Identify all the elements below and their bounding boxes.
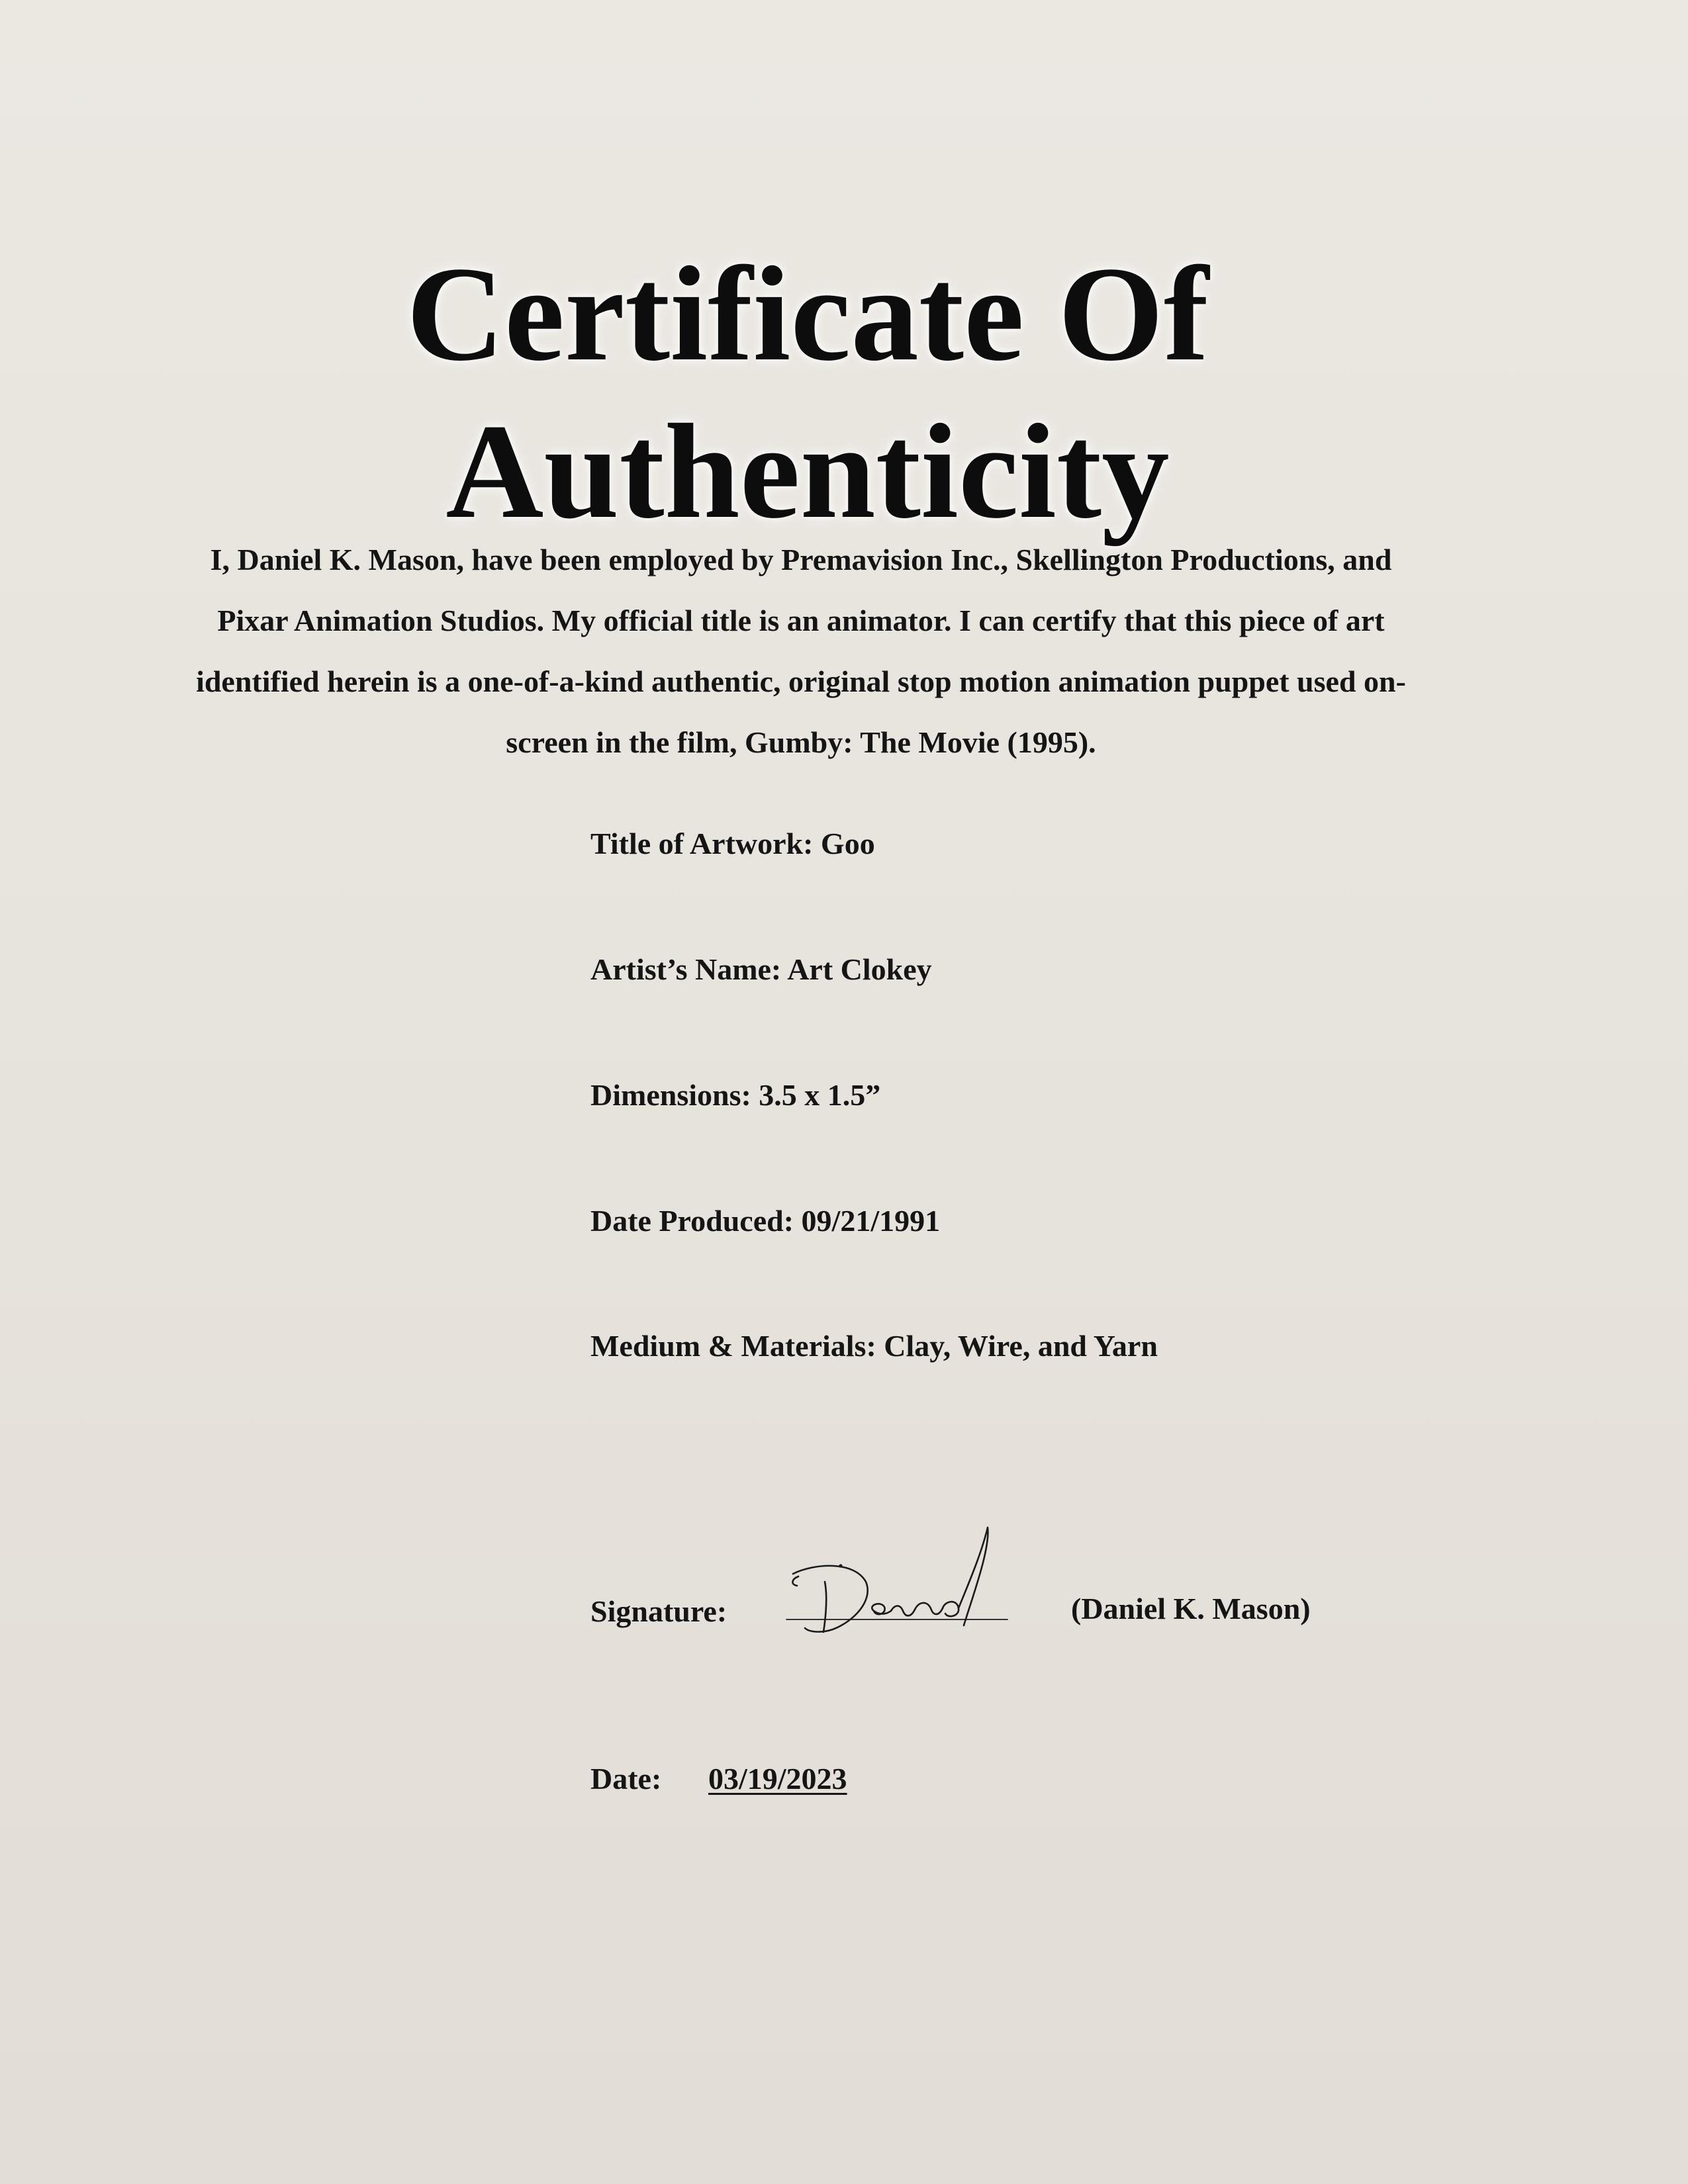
signature-label: Signature: xyxy=(590,1594,727,1628)
field-dimensions: Dimensions: 3.5 x 1.5” xyxy=(590,1078,881,1112)
certification-statement: I, Daniel K. Mason, have been employed by Premavision Inc., Skellington Productions, and Pixar Animation Studios. My official title is an animator. I can certify that this piece of art identified herein is a one-of-a-kind authentic, original stop motion animation puppet used on-screen in the film, Gumby: The Movie (1995). xyxy=(196,543,1406,759)
field-title-of-artwork: Title of Artwork: Goo xyxy=(590,827,875,860)
signatory-name: (Daniel K. Mason) xyxy=(1071,1592,1311,1625)
certificate-title-line-2: Authenticity xyxy=(445,396,1170,547)
signed-date: 03/19/2023 xyxy=(708,1762,847,1796)
field-artist-name: Artist’s Name: Art Clokey xyxy=(590,952,932,986)
field-medium-materials: Medium & Materials: Clay, Wire, and Yarn xyxy=(590,1329,1158,1363)
handwritten-signature xyxy=(774,1522,1019,1655)
date-label: Date: xyxy=(590,1762,662,1796)
field-date-produced: Date Produced: 09/21/1991 xyxy=(590,1204,941,1238)
certificate-title-line-1: Certificate Of xyxy=(406,239,1209,389)
